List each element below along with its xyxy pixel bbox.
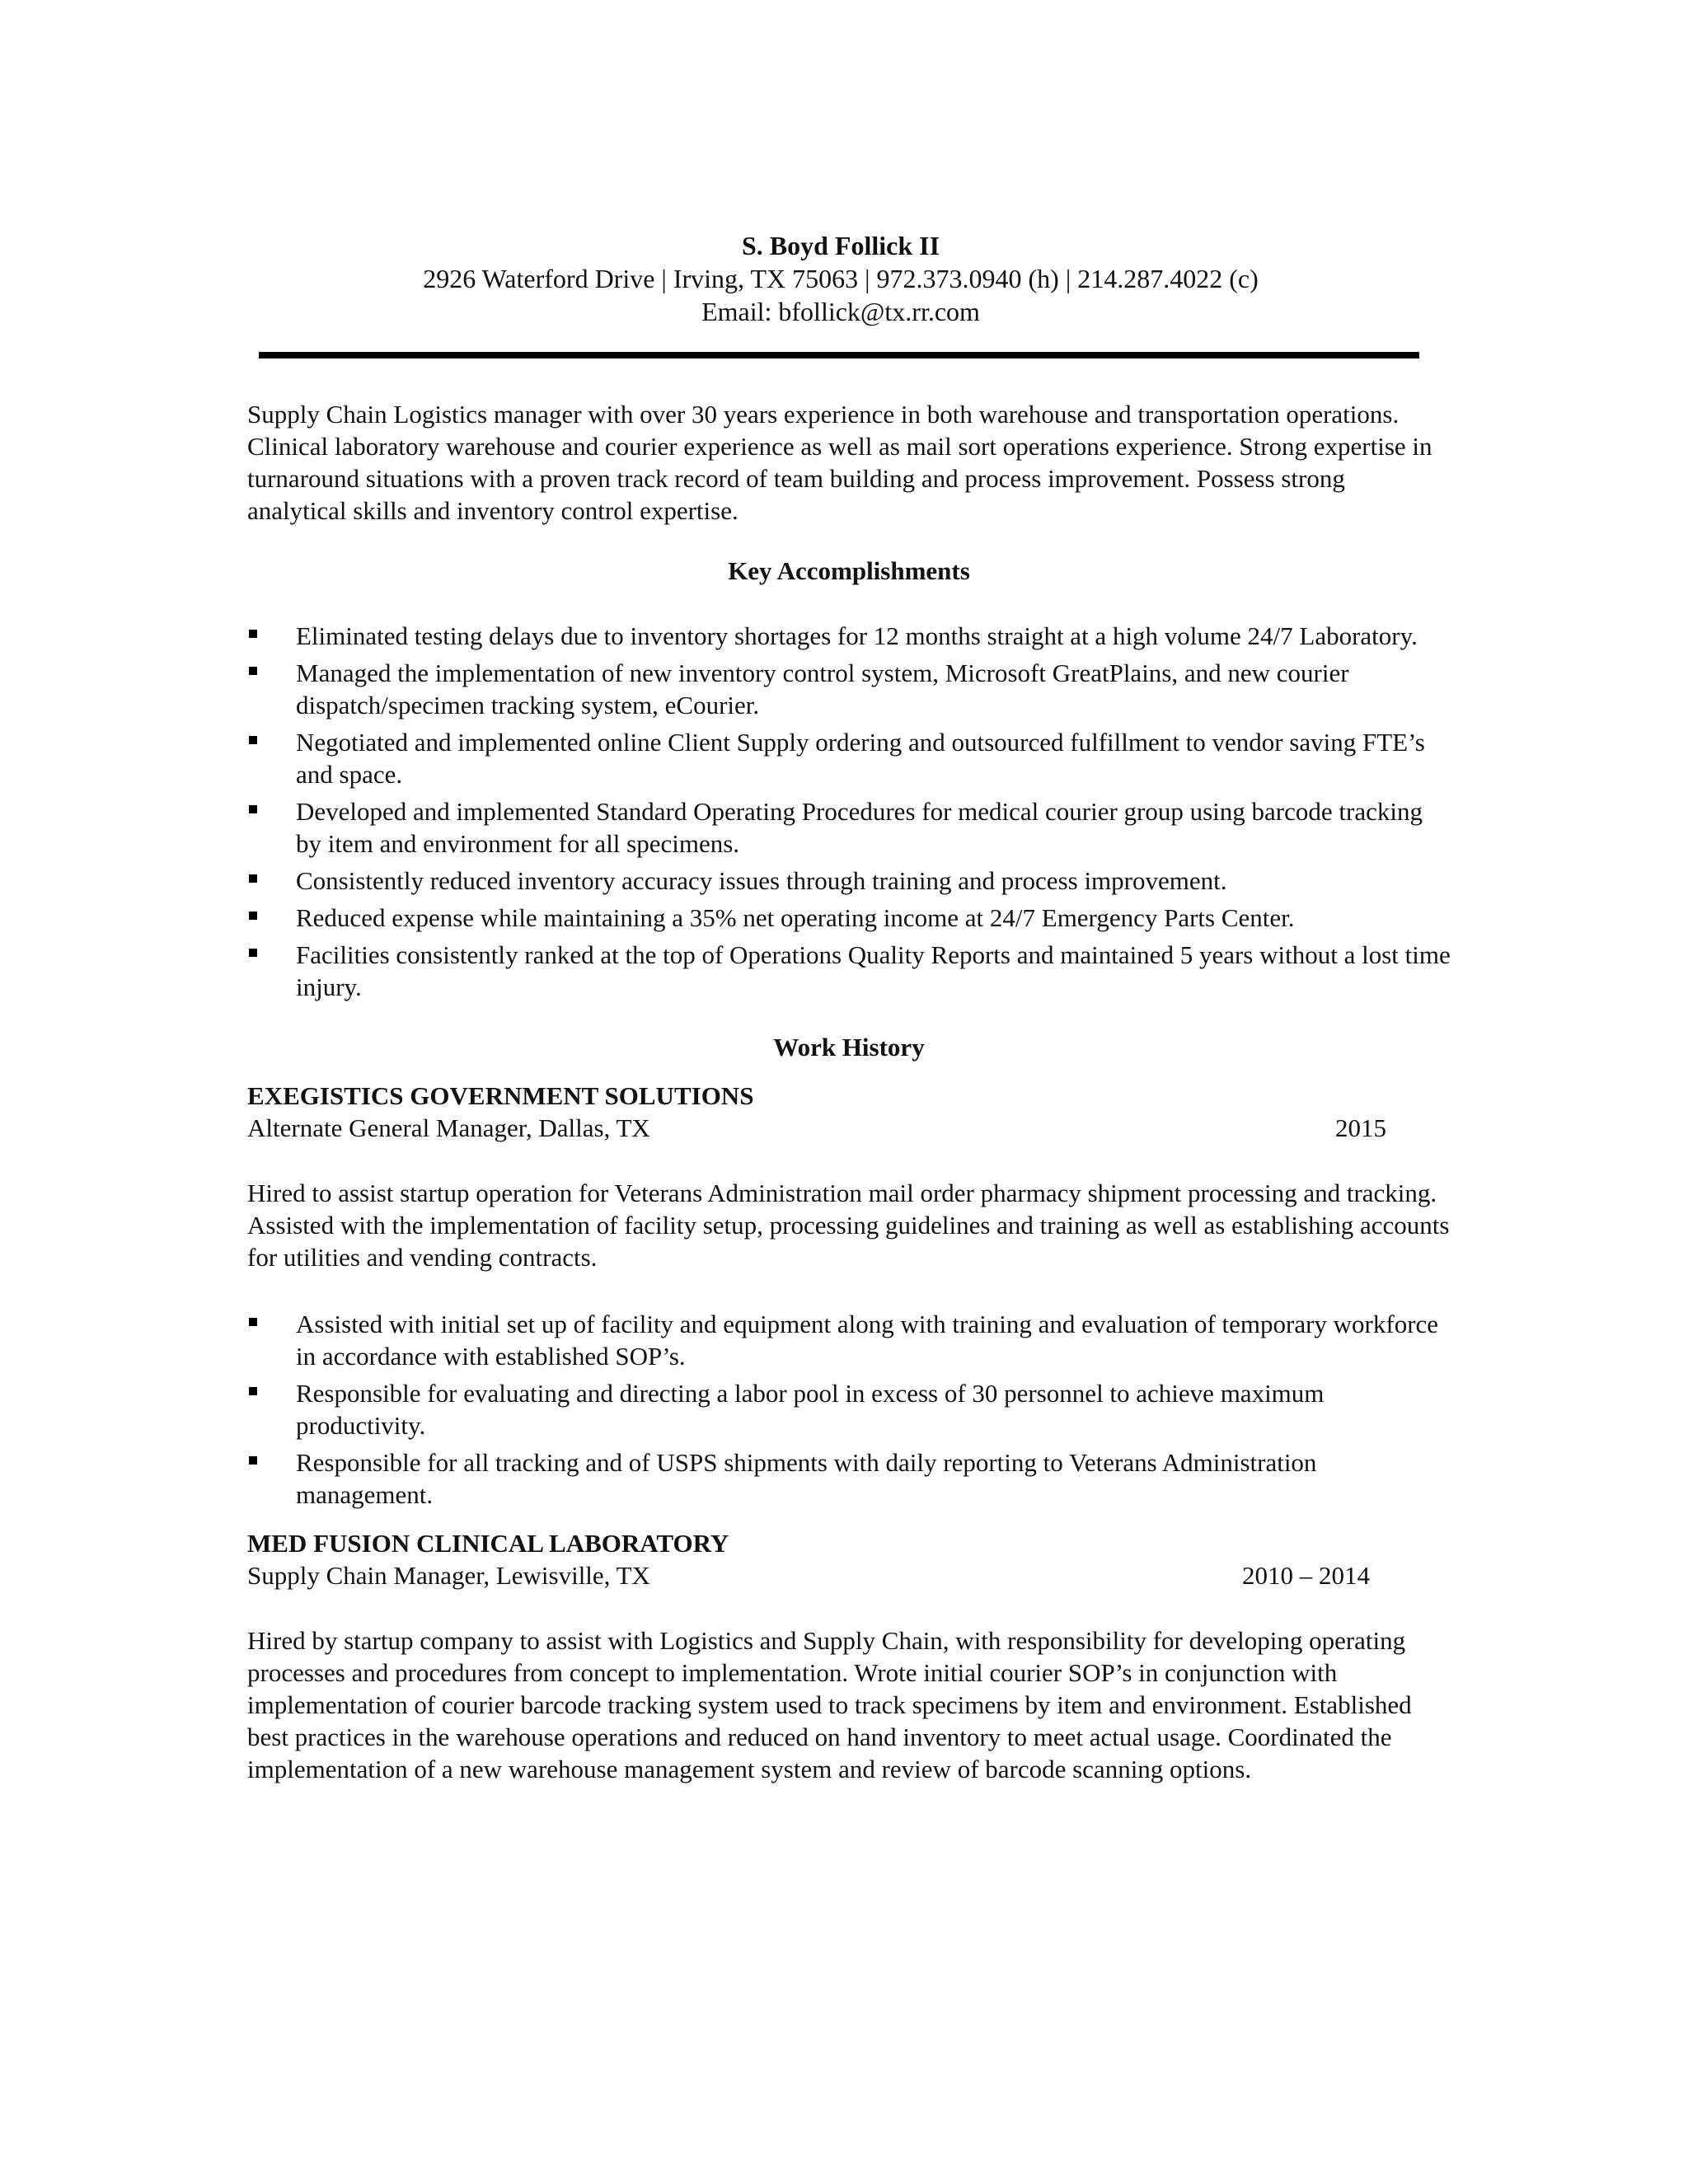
list-item: Negotiated and implemented online Client Supply ordering and outsourced fulfillment to vendor saving FTE’s and space. [247, 726, 1451, 790]
summary-paragraph: Supply Chain Logistics manager with over 30 years experience in both warehouse and transportation operations. Clinical laboratory warehouse and courier experience as well as mail sort operations experience. Strong expertise in turnaround situations with a proven track record of team building and process improvement. Possess strong analytical skills and inventory control expertise. [247, 400, 1432, 525]
candidate-name: S. Boyd Follick II [741, 231, 940, 260]
resume-header [247, 229, 1434, 328]
square-bullet-icon [249, 912, 257, 920]
square-bullet-icon [249, 1456, 257, 1465]
list-item: Eliminated testing delays due to inventory shortages for 12 months straight at a high volume 24/7 Laboratory. [247, 620, 1451, 652]
list-item: Reduced expense while maintaining a 35% net operating income at 24/7 Emergency Parts Center. [247, 902, 1451, 934]
job-dates: 2010 – 2014 [1242, 1561, 1370, 1590]
job-dates: 2015 [1335, 1113, 1386, 1142]
square-bullet-icon [249, 1318, 257, 1326]
square-bullet-icon [249, 949, 257, 957]
contact-email: Email: bfollick@tx.rr.com [701, 297, 980, 326]
company-name: MED FUSION CLINICAL LABORATORY [247, 1529, 729, 1558]
job-title: Alternate General Manager, Dallas, TX [247, 1113, 650, 1142]
company-name: EXEGISTICS GOVERNMENT SOLUTIONS [247, 1081, 754, 1110]
square-bullet-icon [249, 874, 257, 883]
square-bullet-icon [249, 667, 257, 675]
square-bullet-icon [249, 1387, 257, 1395]
contact-address-phone: 2926 Waterford Drive | Irving, TX 75063 | 972.373.0940 (h) | 214.287.4022 (c) [423, 264, 1259, 293]
list-item: Assisted with initial set up of facility and equipment along with training and evaluation of temporary workforce in accordance with established SOP’s. [247, 1308, 1451, 1372]
section-title-accomplishments: Key Accomplishments [728, 556, 970, 585]
header-divider [259, 352, 1419, 359]
square-bullet-icon [249, 736, 257, 744]
job-description: Hired to assist startup operation for Veterans Administration mail order pharmacy shipment processing and tracking. Assisted with the implementation of facility setup, processing guidelines and training as well as establishing accounts for utilities and vending contracts. [247, 1179, 1450, 1272]
role-line [247, 1112, 1451, 1144]
list-item: Facilities consistently ranked at the top of Operations Quality Reports and maintained 5 years without a lost time injury. [247, 939, 1451, 1003]
job-entry [247, 1527, 1451, 1785]
accomplishments-list [247, 620, 1451, 1003]
job-entry [247, 1080, 1451, 1511]
square-bullet-icon [249, 630, 257, 638]
job-bullets [247, 1308, 1451, 1511]
section-title-work-history: Work History [773, 1033, 925, 1062]
job-description: Hired by startup company to assist with Logistics and Supply Chain, with responsibility for developing operating processes and procedures from concept to implementation. Wrote initial courier SOP’s in conjunction with implementation of courier barcode tracking system used to track specimens by item and environment. Established best practices in the warehouse operations and reduced on hand inventory to meet actual usage. Coordinated the implementation of a new warehouse management system and review of barcode scanning options. [247, 1626, 1412, 1783]
list-item: Managed the implementation of new inventory control system, Microsoft GreatPlains, and new courier dispatch/specimen tracking system, eCourier. [247, 657, 1451, 721]
square-bullet-icon [249, 805, 257, 813]
resume-body [247, 398, 1451, 1785]
list-item: Consistently reduced inventory accuracy issues through training and process improvement. [247, 865, 1451, 897]
job-title: Supply Chain Manager, Lewisville, TX [247, 1561, 650, 1590]
list-item: Responsible for all tracking and of USPS shipments with daily reporting to Veterans Administration management. [247, 1446, 1451, 1511]
list-item: Developed and implemented Standard Operating Procedures for medical courier group using barcode tracking by item and environment for all specimens. [247, 795, 1451, 860]
list-item: Responsible for evaluating and directing a labor pool in excess of 30 personnel to achieve maximum productivity. [247, 1377, 1451, 1441]
role-line [247, 1559, 1451, 1591]
